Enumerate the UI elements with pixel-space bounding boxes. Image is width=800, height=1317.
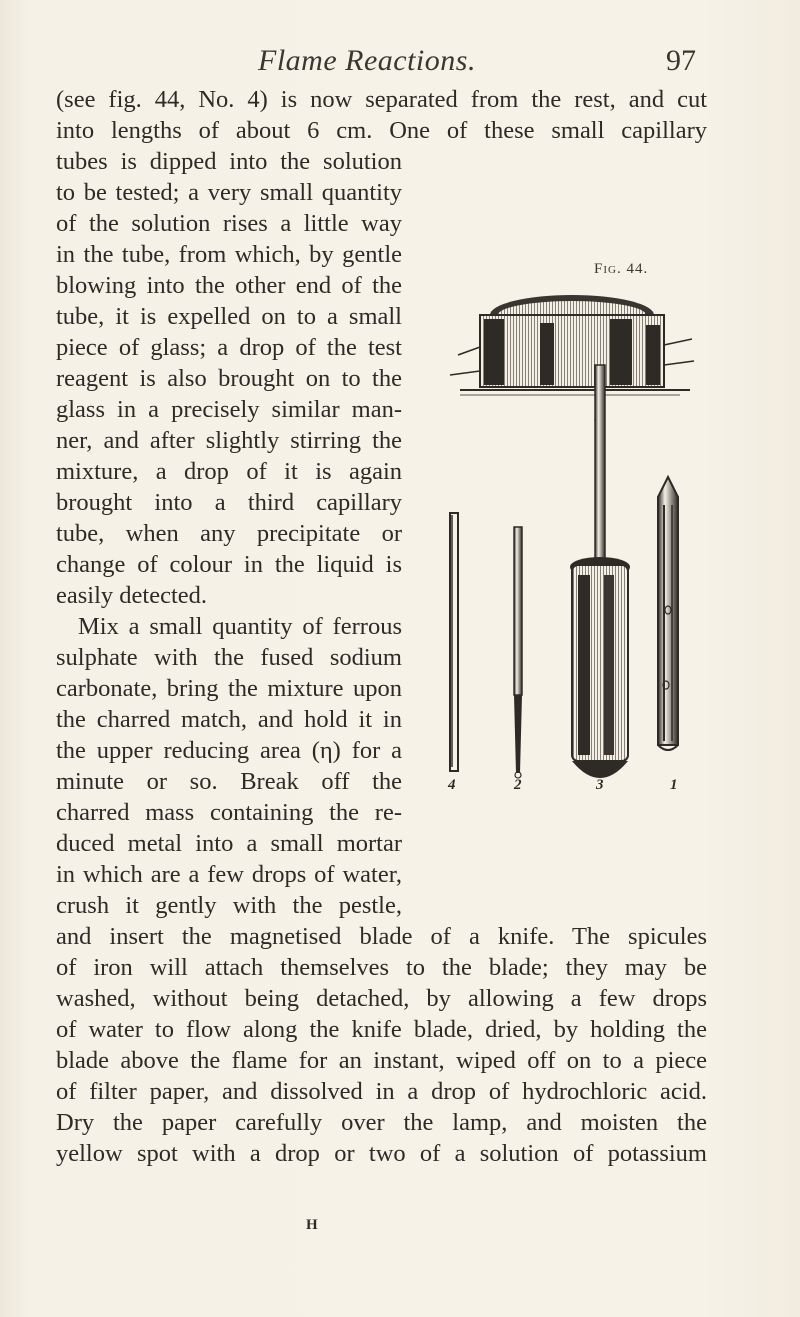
tube-bundle-drawing (450, 295, 694, 395)
text-line: tube, when any precipitate or (56, 520, 402, 547)
text-line: duced metal into a small mortar (56, 830, 402, 857)
text-line: sulphate with the fused sodium (56, 644, 402, 671)
capillary-tubes-illustration (420, 275, 720, 795)
figure-number-2: 2 (514, 777, 522, 793)
running-title: Flame Reactions. (258, 44, 476, 77)
text-line: reagent is also brought on to the (56, 365, 402, 392)
tube-4-drawing (450, 513, 458, 771)
page-header (0, 44, 800, 84)
text-line: of iron will attach themselves to the blade; they may be (56, 954, 707, 981)
text-line: in the tube, from which, by gentle (56, 241, 402, 268)
text-line: washed, without being detached, by allowing a few drops (56, 985, 707, 1012)
text-line: easily detected. (56, 582, 208, 609)
text-line: into lengths of about 6 cm. One of these small capillary (56, 117, 707, 144)
text-line: of filter paper, and dissolved in a drop of hydrochloric acid. (56, 1078, 707, 1105)
capillary-tubes-figure (420, 275, 720, 795)
text-line: minute or so. Break off the (56, 768, 402, 795)
text-line: to be tested; a very small quantity (56, 179, 402, 206)
text-line: change of colour in the liquid is (56, 551, 402, 578)
text-line: blowing into the other end of the (56, 272, 402, 299)
tube-2-drawing (514, 527, 522, 778)
text-line: mixture, a drop of it is again (56, 458, 402, 485)
text-line: in which are a few drops of water, (56, 861, 402, 888)
text-line: carbonate, bring the mixture upon (56, 675, 402, 702)
figure-number-4: 4 (448, 777, 456, 793)
tube-3-drawing (570, 365, 630, 778)
text-line: glass in a precisely similar man- (56, 396, 402, 423)
text-line: Mix a small quantity of ferrous (78, 613, 402, 640)
text-line: of the solution rises a little way (56, 210, 402, 237)
figure-caption: Fig. 44. (594, 261, 649, 277)
text-line: and insert the magnetised blade of a knife. The spicules (56, 923, 707, 950)
text-line: Dry the paper carefully over the lamp, and moisten the (56, 1109, 707, 1136)
text-line: of water to flow along the knife blade, dried, by holding the (56, 1016, 707, 1043)
tube-1-drawing (658, 477, 678, 750)
figure-number-1: 1 (670, 777, 678, 793)
page-number: 97 (666, 44, 696, 77)
text-line: charred mass containing the re- (56, 799, 402, 826)
text-line: yellow spot with a drop or two of a solution of potassium (56, 1140, 707, 1167)
text-line: piece of glass; a drop of the test (56, 334, 402, 361)
text-line: brought into a third capillary (56, 489, 402, 516)
figure-number-3: 3 (596, 777, 604, 793)
text-line: (see fig. 44, No. 4) is now separated from the rest, and cut (56, 86, 707, 113)
text-line: crush it gently with the pestle, (56, 892, 402, 919)
text-line: tube, it is expelled on to a small (56, 303, 402, 330)
text-line: blade above the flame for an instant, wiped off on to a piece (56, 1047, 707, 1074)
text-line: the charred match, and hold it in (56, 706, 402, 733)
text-line: the upper reducing area (η) for a (56, 737, 402, 764)
text-line: tubes is dipped into the solution (56, 148, 402, 175)
signature-mark: H (306, 1217, 318, 1233)
text-line: ner, and after slightly stirring the (56, 427, 402, 454)
